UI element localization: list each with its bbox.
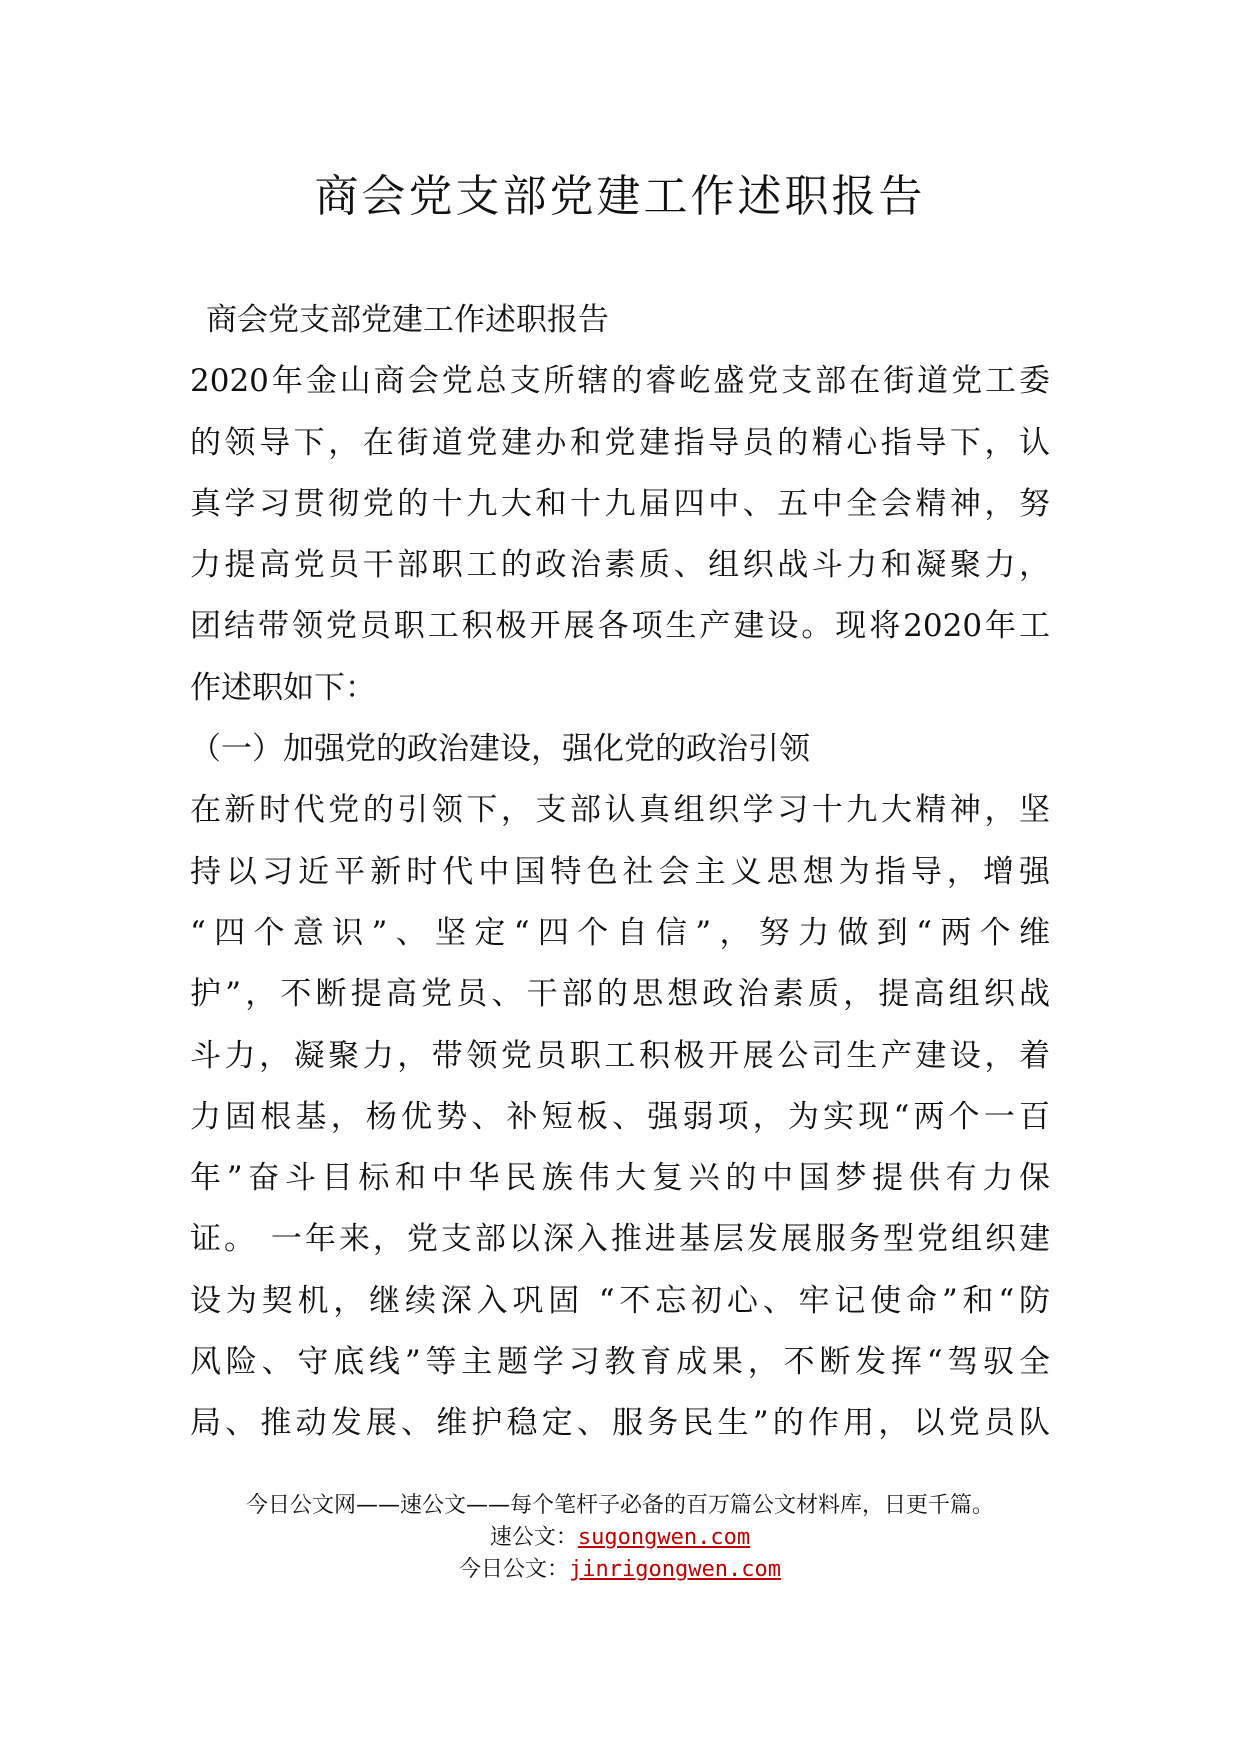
body-line: 力提高党员干部职工的政治素质、组织战斗力和凝聚力， bbox=[190, 547, 1050, 584]
footer-jinrigongwen-label: 今日公文： bbox=[459, 1557, 570, 1582]
body-line: 商会党支部党建工作述职报告 bbox=[206, 302, 609, 338]
body-line: 风险、守底线”等主题学习教育成果，不断发挥“驾驭全 bbox=[190, 1344, 1050, 1381]
body-line: 局、推动发展、维护稳定、服务民生”的作用，以党员队 bbox=[190, 1405, 1050, 1442]
body-line: “四个意识”、坚定“四个自信”，努力做到“两个维 bbox=[190, 914, 1050, 951]
body-line: 团结带领党员职工积极开展各项生产建设。现将2020年工 bbox=[190, 608, 1050, 645]
body-line: 真学习贯彻党的十九大和十九届四中、五中全会精神，努 bbox=[190, 485, 1050, 522]
body-line: 2020年金山商会党总支所辖的睿屹盛党支部在街道党工委 bbox=[190, 363, 1050, 400]
body-line: 设为契机，继续深入巩固 “不忘初心、牢记使命”和“防 bbox=[190, 1282, 1050, 1319]
body-line: （一）加强党的政治建设，强化党的政治引领 bbox=[190, 731, 810, 768]
footer-sugongwen-label: 速公文： bbox=[489, 1525, 578, 1550]
document-body bbox=[190, 290, 1050, 1455]
body-line: 持以习近平新时代中国特色社会主义思想为指导，增强 bbox=[190, 853, 1050, 890]
page-title: 商会党支部党建工作述职报告 bbox=[314, 171, 926, 222]
body-line: 力固根基，杨优势、补短板、强弱项，为实现“两个一百 bbox=[190, 1098, 1050, 1135]
jinrigongwen-link[interactable]: jinrigongwen.com bbox=[569, 1557, 781, 1582]
sugongwen-link[interactable]: sugongwen.com bbox=[577, 1525, 751, 1550]
body-line: 在新时代党的引领下，支部认真组织学习十九大精神，坚 bbox=[190, 792, 1050, 829]
body-line: 的领导下，在街道党建办和党建指导员的精心指导下，认 bbox=[190, 424, 1050, 461]
footer-tagline: 今日公文网——速公文——每个笔杆子必备的百万篇公文材料库，日更千篇。 bbox=[245, 1493, 994, 1518]
footer-sugongwen bbox=[0, 1522, 1240, 1554]
footer-jinrigongwen bbox=[0, 1554, 1240, 1586]
body-line: 证。 一年来，党支部以深入推进基层发展服务型党组织建 bbox=[190, 1221, 1050, 1258]
footer bbox=[0, 1490, 1240, 1586]
body-line: 作述职如下： bbox=[190, 669, 376, 706]
body-line: 斗力，凝聚力，带领党员职工积极开展公司生产建设，着 bbox=[190, 1037, 1050, 1074]
body-line: 年”奋斗目标和中华民族伟大复兴的中国梦提供有力保 bbox=[190, 1160, 1050, 1197]
body-line: 护”，不断提高党员、干部的思想政治素质，提高组织战 bbox=[190, 976, 1050, 1013]
